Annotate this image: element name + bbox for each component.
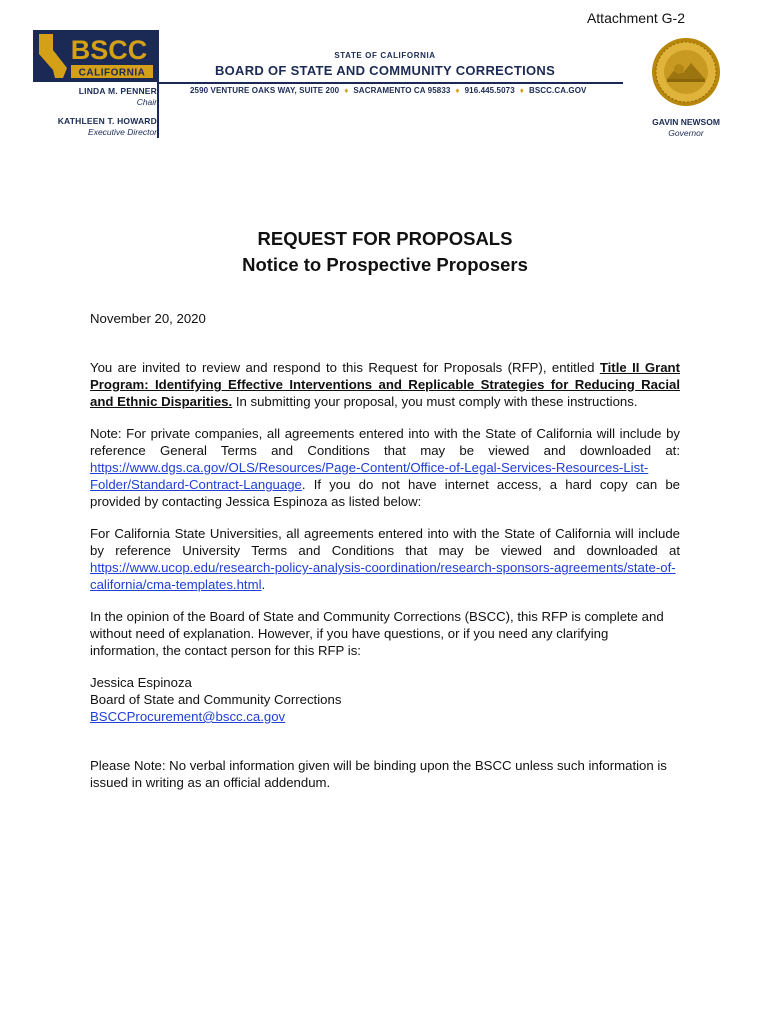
letterhead-vertical-rule: [157, 30, 159, 138]
governor-name: GAVIN NEWSOM: [652, 117, 720, 127]
street-address: 2590 VENTURE OAKS WAY, SUITE 200: [190, 86, 340, 95]
director-name: KATHLEEN T. HOWARD: [57, 116, 157, 126]
dgs-terms-link[interactable]: https://www.dgs.ca.gov/OLS/Resources/Page-Content/Office-of-Legal-Services-Resources-List-Folder/Standard-Contract-Language: [90, 460, 649, 492]
board-officers: [47, 86, 157, 138]
binding-note: Please Note: No verbal information given will be binding upon the BSCC unless such information is issued in writing as an official addendum.: [90, 758, 667, 790]
state-heading: STATE OF CALIFORNIA: [334, 51, 436, 60]
logo-subtext: CALIFORNIA: [78, 67, 146, 79]
letter-body: [90, 310, 680, 791]
phone: 916.445.5073: [464, 86, 515, 95]
diamond-icon: ♦: [455, 86, 460, 95]
chair-name: LINDA M. PENNER: [78, 86, 157, 96]
letter-date: November 20, 2020: [90, 311, 206, 326]
contact-name: Jessica Espinoza: [90, 675, 192, 690]
rfp-title: Title II Grant Program: Identifying Effective Interventions and Replicable Strategies for Reducing Racial and Ethnic Disparities.: [90, 360, 680, 409]
governor-block: [630, 117, 742, 139]
diamond-icon: ♦: [344, 86, 349, 95]
document-title: [90, 226, 680, 278]
attachment-label: Attachment G-2: [586, 10, 685, 26]
director-role: Executive Director: [88, 127, 157, 137]
board-name: BOARD OF STATE AND COMMUNITY CORRECTIONS: [214, 63, 556, 78]
address-line: [190, 86, 590, 95]
city: SACRAMENTO CA 95833: [353, 86, 451, 95]
diamond-icon: ♦: [519, 86, 524, 95]
contact-intro: In the opinion of the Board of State and Community Corrections (BSCC), this RFP is complete and without need of explanation. However, if you have questions, or if you need any clarifying information, the contact person for this RFP is:: [90, 609, 664, 658]
chair-role: Chair: [136, 97, 157, 107]
governor-role: Governor: [668, 128, 704, 138]
bscc-logo: [33, 30, 157, 82]
title-line-1: REQUEST FOR PROPOSALS: [257, 228, 513, 249]
contact-email-link[interactable]: BSCCProcurement@bscc.ca.gov: [90, 709, 286, 724]
contact-org: Board of State and Community Corrections: [90, 692, 342, 707]
invitation-paragraph: You are invited to review and respond to this Request for Proposals (RFP), entitled Title II Grant Program: Identifying Effective Interventions and Replicable Strategies for Reducing Racial and Ethnic Disparities. In submitting your proposal, you must comply with these instructions.: [90, 360, 680, 409]
state-seal-icon: [651, 37, 721, 107]
title-line-2: Notice to Prospective Proposers: [242, 254, 528, 275]
letterhead-horizontal-rule: [159, 82, 623, 84]
csu-note: For California State Universities, all agreements entered into with the State of California will include by reference University Terms and Conditions that may be viewed and downloaded at https://www.ucop.edu/research-policy-analysis-coordination/research-sponsors-agreements/state-of-california/cma-templates.html.: [90, 526, 680, 592]
ucop-terms-link[interactable]: https://www.ucop.edu/research-policy-analysis-coordination/research-sponsors-agreements/state-of-california/cma-templates.html: [90, 560, 676, 592]
logo-text: BSCC: [70, 35, 148, 65]
website: BSCC.CA.GOV: [528, 86, 587, 95]
private-companies-note: Note: For private companies, all agreements entered into with the State of California will include by reference General Terms and Conditions that may be viewed and downloaded at: https://www.dgs.ca.gov/OLS/Resources/Page-Content/Office-of-Legal-Services-Resources-List-Folder/Standard-Contract-Language. If you do not have internet access, a hard copy can be provided by contacting Jessica Espinoza as listed below:: [90, 426, 680, 509]
contact-block: [90, 674, 680, 725]
